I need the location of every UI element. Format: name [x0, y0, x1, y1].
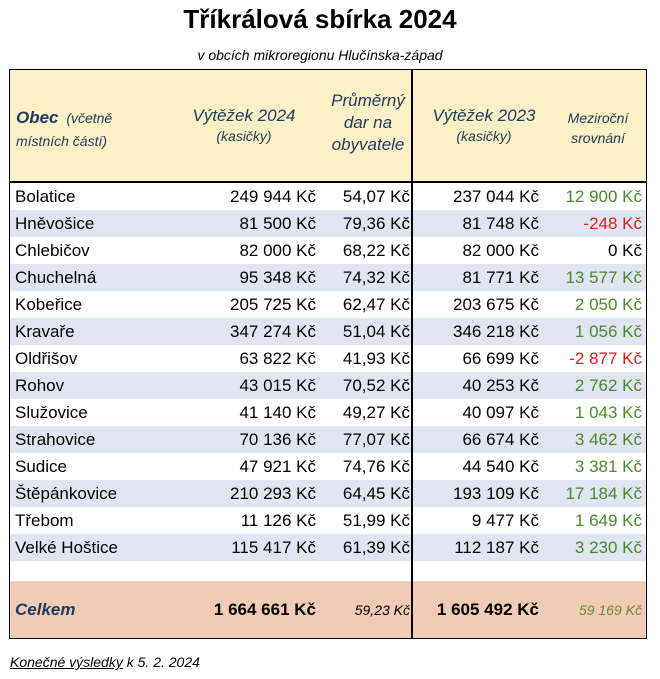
obec-name: Sudice: [15, 457, 67, 476]
vytezek-2024: 210 293 Kč: [229, 484, 316, 503]
vytezek-2024: 205 725 Kč: [229, 295, 316, 314]
prumerny-dar: 70,52 Kč: [342, 376, 410, 395]
vytezek-2024: 43 015 Kč: [239, 376, 316, 395]
mezirocni-srovnani: -248 Kč: [583, 214, 642, 233]
mezirocni-srovnani: 1 056 Kč: [574, 322, 642, 341]
vytezek-2023: 66 674 Kč: [462, 430, 539, 449]
vytezek-2024: 41 140 Kč: [239, 403, 316, 422]
mezirocni-srovnani: 3 381 Kč: [574, 457, 642, 476]
table-body: [10, 183, 646, 561]
vytezek-2024: 95 348 Kč: [239, 268, 316, 287]
table-row: [10, 210, 646, 237]
table-row: [10, 318, 646, 345]
column-divider: [411, 70, 413, 638]
mezirocni-srovnani: 3 462 Kč: [574, 430, 642, 449]
table-row: [10, 237, 646, 264]
prumerny-dar: 51,04 Kč: [342, 322, 410, 341]
total-label: Celkem: [15, 600, 76, 619]
total-srovnani: 59 169 Kč: [578, 602, 642, 618]
prumerny-dar: 61,39 Kč: [342, 538, 410, 557]
obec-name: Kravaře: [15, 322, 75, 341]
obec-name: Štěpánkovice: [15, 484, 118, 503]
table-row: [10, 183, 646, 210]
obec-name: Bolatice: [15, 187, 76, 206]
table-row: [10, 480, 646, 507]
table-row: [10, 534, 646, 561]
vytezek-2023: 81 748 Kč: [462, 214, 539, 233]
mezirocni-srovnani: 2 050 Kč: [574, 295, 642, 314]
vytezek-2023: 203 675 Kč: [452, 295, 539, 314]
total-vytezek-2024: 1 664 661 Kč: [213, 600, 316, 619]
prumerny-dar: 51,99 Kč: [342, 511, 410, 530]
mezirocni-srovnani: 2 762 Kč: [574, 376, 642, 395]
vytezek-2023: 82 000 Kč: [462, 241, 539, 260]
obec-name: Třebom: [15, 511, 74, 530]
mezirocni-srovnani: 13 577 Kč: [565, 268, 642, 287]
vytezek-2024: 347 274 Kč: [229, 322, 316, 341]
table-row: [10, 264, 646, 291]
total-vytezek-2023: 1 605 492 Kč: [436, 600, 539, 619]
header-mezirocni-srovnani: Meziroční srovnání: [567, 110, 629, 147]
page-subtitle: v obcích mikroregionu Hlučínska-západ: [197, 47, 443, 63]
mezirocni-srovnani: 12 900 Kč: [565, 187, 642, 206]
obec-name: Hněvošice: [15, 214, 95, 233]
vytezek-2024: 82 000 Kč: [239, 241, 316, 260]
obec-name: Chlebičov: [15, 241, 90, 260]
vytezek-2024: 63 822 Kč: [239, 349, 316, 368]
vytezek-2024: 81 500 Kč: [239, 214, 316, 233]
footer-date: k 5. 2. 2024: [122, 654, 200, 670]
total-prumer: 59,23 Kč: [354, 602, 410, 618]
total-row: [10, 581, 646, 638]
header-vytezek-2024: Výtěžek 2024 (kasičky): [192, 106, 296, 145]
table-row: [10, 372, 646, 399]
obec-name: Strahovice: [15, 430, 96, 449]
prumerny-dar: 74,32 Kč: [342, 268, 410, 287]
vytezek-2023: 346 218 Kč: [452, 322, 539, 341]
obec-name: Rohov: [15, 376, 65, 395]
prumerny-dar: 54,07 Kč: [342, 187, 410, 206]
table-row: [10, 507, 646, 534]
header-prumerny-dar: Průměrný dar na obyvatele: [331, 91, 405, 155]
obec-name: Oldřišov: [15, 349, 78, 368]
footer-note: [10, 654, 200, 670]
prumerny-dar: 41,93 Kč: [342, 349, 410, 368]
vytezek-2023: 44 540 Kč: [462, 457, 539, 476]
table-row: [10, 291, 646, 318]
mezirocni-srovnani: -2 877 Kč: [569, 349, 642, 368]
prumerny-dar: 64,45 Kč: [342, 484, 410, 503]
table-row: [10, 453, 646, 480]
header-obec: Obec (včetně místních částí): [16, 108, 113, 149]
prumerny-dar: 68,22 Kč: [342, 241, 410, 260]
obec-name: Kobeřice: [15, 295, 83, 314]
vytezek-2023: 112 187 Kč: [454, 538, 539, 557]
prumerny-dar: 77,07 Kč: [342, 430, 410, 449]
vytezek-2023: 81 771 Kč: [462, 268, 539, 287]
header-vytezek-2023: Výtěžek 2023 (kasičky): [432, 106, 536, 145]
results-table: [9, 69, 647, 639]
vytezek-2023: 66 699 Kč: [462, 349, 539, 368]
vytezek-2023: 9 477 Kč: [471, 511, 539, 530]
mezirocni-srovnani: 3 230 Kč: [574, 538, 642, 557]
vytezek-2024: 47 921 Kč: [239, 457, 316, 476]
mezirocni-srovnani: 0 Kč: [607, 241, 642, 260]
vytezek-2023: 193 109 Kč: [452, 484, 539, 503]
vytezek-2023: 237 044 Kč: [452, 187, 539, 206]
mezirocni-srovnani: 17 184 Kč: [565, 484, 642, 503]
vytezek-2024: 70 136 Kč: [239, 430, 316, 449]
mezirocni-srovnani: 1 649 Kč: [574, 511, 642, 530]
obec-name: Chuchelná: [15, 268, 97, 287]
prumerny-dar: 62,47 Kč: [342, 295, 410, 314]
page-title: Tříkrálová sbírka 2024: [183, 4, 457, 34]
obec-name: Služovice: [15, 403, 88, 422]
mezirocni-srovnani: 1 043 Kč: [574, 403, 642, 422]
table-header: [10, 70, 646, 181]
prumerny-dar: 49,27 Kč: [342, 403, 410, 422]
prumerny-dar: 74,76 Kč: [342, 457, 410, 476]
obec-name: Velké Hoštice: [15, 538, 118, 557]
vytezek-2024: 249 944 Kč: [229, 187, 316, 206]
prumerny-dar: 79,36 Kč: [342, 214, 410, 233]
table-row: [10, 426, 646, 453]
results-link[interactable]: Konečné výsledky: [10, 654, 123, 670]
vytezek-2023: 40 253 Kč: [462, 376, 539, 395]
vytezek-2023: 40 097 Kč: [462, 403, 539, 422]
vytezek-2024: 11 126 Kč: [240, 511, 316, 530]
table-row: [10, 345, 646, 372]
table-row: [10, 399, 646, 426]
vytezek-2024: 115 417 Kč: [231, 538, 316, 557]
